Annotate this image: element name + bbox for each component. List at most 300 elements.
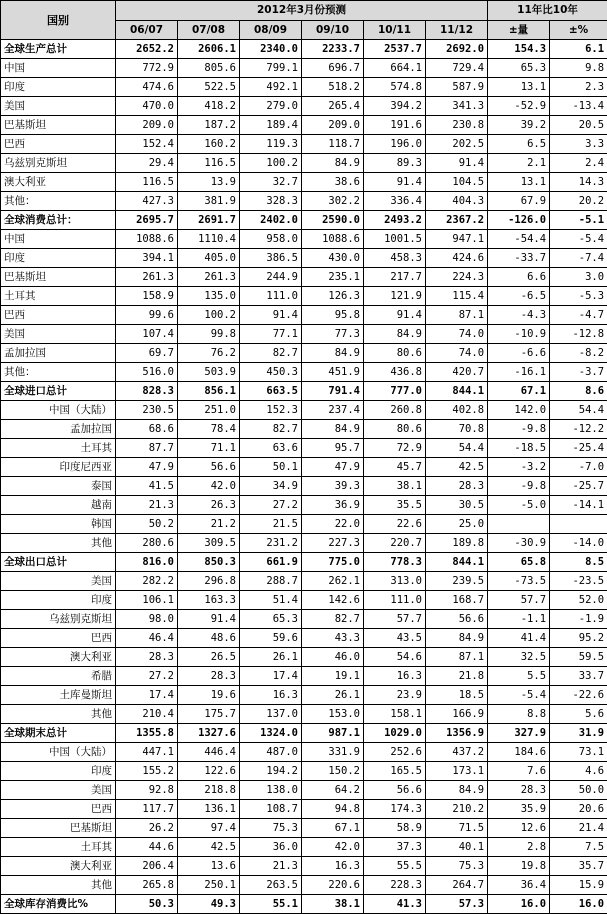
table-cell: 65.3 — [488, 59, 550, 78]
table-cell: 21.3 — [240, 857, 302, 876]
table-cell: 3.3 — [550, 135, 607, 154]
row-label: 其他 — [1, 876, 116, 895]
table-cell: 492.1 — [240, 78, 302, 97]
table-cell: 87.7 — [116, 439, 178, 458]
table-row — [1, 363, 607, 382]
table-cell: 138.0 — [240, 781, 302, 800]
table-row — [1, 192, 607, 211]
table-cell: 100.2 — [240, 154, 302, 173]
table-cell: 21.5 — [240, 515, 302, 534]
table-cell: 244.9 — [240, 268, 302, 287]
table-cell: 174.3 — [364, 800, 426, 819]
table-cell: 44.6 — [116, 838, 178, 857]
table-cell: 152.4 — [116, 135, 178, 154]
table-cell: 296.8 — [178, 572, 240, 591]
table-cell: 3.0 — [550, 268, 607, 287]
table-cell: 37.3 — [364, 838, 426, 857]
row-label: 印度尼西亚 — [1, 458, 116, 477]
table-cell: 15.9 — [550, 876, 607, 895]
table-row — [1, 59, 607, 78]
table-cell: 142.0 — [488, 401, 550, 420]
table-cell: 45.7 — [364, 458, 426, 477]
table-cell: 64.2 — [302, 781, 364, 800]
table-cell: 74.0 — [426, 325, 488, 344]
row-label: 孟加拉国 — [1, 420, 116, 439]
table-cell: -1.1 — [488, 610, 550, 629]
table-cell: 95.8 — [302, 306, 364, 325]
table-cell: 230.5 — [116, 401, 178, 420]
table-cell: 34.9 — [240, 477, 302, 496]
column-header: 06/07 — [116, 21, 178, 40]
table-cell: 71.1 — [178, 439, 240, 458]
table-cell: 394.2 — [364, 97, 426, 116]
table-cell: 107.4 — [116, 325, 178, 344]
row-label: 巴西 — [1, 629, 116, 648]
table-cell: 503.9 — [178, 363, 240, 382]
table-total-row — [1, 553, 607, 572]
table-cell: 252.6 — [364, 743, 426, 762]
table-row — [1, 439, 607, 458]
row-label: 全球期末总计 — [1, 724, 116, 743]
table-cell: 84.9 — [426, 781, 488, 800]
table-cell: 158.1 — [364, 705, 426, 724]
table-cell: 2.1 — [488, 154, 550, 173]
table-cell: 135.0 — [178, 287, 240, 306]
table-cell: 38.6 — [302, 173, 364, 192]
table-cell: 1355.8 — [116, 724, 178, 743]
row-label: 全球生产总计 — [1, 40, 116, 59]
table-cell: 49.3 — [178, 895, 240, 914]
table-row — [1, 496, 607, 515]
table-cell: 805.6 — [178, 59, 240, 78]
table-cell: -4.3 — [488, 306, 550, 325]
table-cell: 2695.7 — [116, 211, 178, 230]
table-cell: -10.9 — [488, 325, 550, 344]
table-cell: 26.1 — [240, 648, 302, 667]
table-cell: -1.9 — [550, 610, 607, 629]
table-row — [1, 705, 607, 724]
table-cell: 115.4 — [426, 287, 488, 306]
table-cell: 696.7 — [302, 59, 364, 78]
table-cell: 6.6 — [488, 268, 550, 287]
table-cell: 2.4 — [550, 154, 607, 173]
row-label: 全球出口总计 — [1, 553, 116, 572]
table-cell: 264.7 — [426, 876, 488, 895]
table-cell: 336.4 — [364, 192, 426, 211]
table-cell: 55.1 — [240, 895, 302, 914]
table-cell: 126.3 — [302, 287, 364, 306]
table-row — [1, 420, 607, 439]
table-cell: 75.3 — [426, 857, 488, 876]
table-cell: 160.2 — [178, 135, 240, 154]
table-cell: 58.9 — [364, 819, 426, 838]
table-row — [1, 591, 607, 610]
table-cell: 2590.0 — [302, 211, 364, 230]
table-cell: 38.1 — [302, 895, 364, 914]
table-cell: 40.1 — [426, 838, 488, 857]
table-cell: 14.3 — [550, 173, 607, 192]
table-cell: 104.5 — [426, 173, 488, 192]
table-cell: 13.1 — [488, 78, 550, 97]
table-row — [1, 876, 607, 895]
table-cell: 302.2 — [302, 192, 364, 211]
table-cell: 153.0 — [302, 705, 364, 724]
table-cell: 33.7 — [550, 667, 607, 686]
row-label: 其他 — [1, 705, 116, 724]
table-cell: -30.9 — [488, 534, 550, 553]
table-row — [1, 135, 607, 154]
table-cell: 30.5 — [426, 496, 488, 515]
table-cell: 158.9 — [116, 287, 178, 306]
table-cell: 404.3 — [426, 192, 488, 211]
table-cell: 664.1 — [364, 59, 426, 78]
table-cell: 772.9 — [116, 59, 178, 78]
table-cell — [488, 515, 550, 534]
table-cell: 775.0 — [302, 553, 364, 572]
table-cell: 28.3 — [178, 667, 240, 686]
table-cell: 65.3 — [240, 610, 302, 629]
table-cell: 7.6 — [488, 762, 550, 781]
table-cell: 778.3 — [364, 553, 426, 572]
row-label: 印度 — [1, 78, 116, 97]
table-cell: 87.1 — [426, 648, 488, 667]
row-label: 其他 — [1, 534, 116, 553]
table-cell: -14.1 — [550, 496, 607, 515]
table-cell: 587.9 — [426, 78, 488, 97]
table-cell: 405.0 — [178, 249, 240, 268]
table-cell: 78.4 — [178, 420, 240, 439]
table-row — [1, 78, 607, 97]
table-cell: 91.4 — [178, 610, 240, 629]
table-cell: -54.4 — [488, 230, 550, 249]
table-cell: 661.9 — [240, 553, 302, 572]
table-cell: 32.7 — [240, 173, 302, 192]
table-cell: 1001.5 — [364, 230, 426, 249]
table-cell: 27.2 — [116, 667, 178, 686]
table-cell: 474.6 — [116, 78, 178, 97]
table-cell: 89.3 — [364, 154, 426, 173]
table-cell: 2402.0 — [240, 211, 302, 230]
table-cell: 1110.4 — [178, 230, 240, 249]
table-cell: 2.3 — [550, 78, 607, 97]
table-total-row — [1, 724, 607, 743]
table-row — [1, 268, 607, 287]
table-cell: -16.1 — [488, 363, 550, 382]
table-cell: 28.3 — [488, 781, 550, 800]
table-cell: 47.9 — [116, 458, 178, 477]
table-cell: 67.1 — [302, 819, 364, 838]
table-cell: 309.5 — [178, 534, 240, 553]
table-cell: -5.3 — [550, 287, 607, 306]
table-cell: 57.7 — [488, 591, 550, 610]
table-cell: 19.8 — [488, 857, 550, 876]
table-cell: -126.0 — [488, 211, 550, 230]
table-cell: 729.4 — [426, 59, 488, 78]
table-cell: 451.9 — [302, 363, 364, 382]
table-cell: 119.3 — [240, 135, 302, 154]
table-cell: 261.3 — [116, 268, 178, 287]
table-cell: -7.4 — [550, 249, 607, 268]
table-cell: 470.0 — [116, 97, 178, 116]
table-total-row — [1, 40, 607, 59]
table-cell: 97.4 — [178, 819, 240, 838]
table-cell: 42.5 — [426, 458, 488, 477]
row-label: 巴基斯坦 — [1, 819, 116, 838]
table-cell: 13.9 — [178, 173, 240, 192]
table-cell: 54.4 — [550, 401, 607, 420]
table-cell: 12.6 — [488, 819, 550, 838]
row-label: 中国（大陆） — [1, 743, 116, 762]
table-cell: 42.5 — [178, 838, 240, 857]
table-cell: 70.8 — [426, 420, 488, 439]
table-cell: 23.9 — [364, 686, 426, 705]
table-cell: 74.0 — [426, 344, 488, 363]
table-cell: 263.5 — [240, 876, 302, 895]
row-label: 澳大利亚 — [1, 857, 116, 876]
table-cell: 77.3 — [302, 325, 364, 344]
table-cell: 92.8 — [116, 781, 178, 800]
table-cell: 1327.6 — [178, 724, 240, 743]
table-cell: 163.3 — [178, 591, 240, 610]
table-cell: 67.9 — [488, 192, 550, 211]
table-cell: -9.8 — [488, 420, 550, 439]
table-cell — [550, 515, 607, 534]
table-cell: 446.4 — [178, 743, 240, 762]
table-cell: 99.6 — [116, 306, 178, 325]
table-cell: 436.8 — [364, 363, 426, 382]
table-cell: -12.8 — [550, 325, 607, 344]
table-cell: 57.3 — [426, 895, 488, 914]
table-cell: 48.6 — [178, 629, 240, 648]
table-cell: 20.2 — [550, 192, 607, 211]
table-cell: 41.4 — [488, 629, 550, 648]
table-cell: 76.2 — [178, 344, 240, 363]
row-label: 乌兹别克斯坦 — [1, 154, 116, 173]
table-cell: 35.9 — [488, 800, 550, 819]
table-cell: -23.5 — [550, 572, 607, 591]
table-row — [1, 116, 607, 135]
row-label: 巴基斯坦 — [1, 268, 116, 287]
table-cell: 418.2 — [178, 97, 240, 116]
table-cell: 386.5 — [240, 249, 302, 268]
table-cell: 947.1 — [426, 230, 488, 249]
table-cell: -33.7 — [488, 249, 550, 268]
table-cell: 95.2 — [550, 629, 607, 648]
table-cell: 91.4 — [240, 306, 302, 325]
row-label: 印度 — [1, 591, 116, 610]
table-cell: 91.4 — [364, 306, 426, 325]
row-label: 印度 — [1, 762, 116, 781]
table-cell: 54.6 — [364, 648, 426, 667]
table-cell: 522.5 — [178, 78, 240, 97]
table-total-row — [1, 382, 607, 401]
table-cell: 50.0 — [550, 781, 607, 800]
table-cell: 137.0 — [240, 705, 302, 724]
row-label: 印度 — [1, 249, 116, 268]
table-cell: 43.3 — [302, 629, 364, 648]
row-label: 中国 — [1, 59, 116, 78]
table-cell: 42.0 — [178, 477, 240, 496]
table-row — [1, 838, 607, 857]
table-cell: 184.6 — [488, 743, 550, 762]
table-cell: 265.4 — [302, 97, 364, 116]
column-header: 11/12 — [426, 21, 488, 40]
table-cell: -13.4 — [550, 97, 607, 116]
table-cell: 210.4 — [116, 705, 178, 724]
table-row — [1, 781, 607, 800]
table-cell: -3.7 — [550, 363, 607, 382]
table-cell: 47.9 — [302, 458, 364, 477]
table-cell: 230.8 — [426, 116, 488, 135]
table-cell: 99.8 — [178, 325, 240, 344]
table-row — [1, 667, 607, 686]
table-cell: 828.3 — [116, 382, 178, 401]
table-cell: 21.4 — [550, 819, 607, 838]
forecast-group-header: 2012年3月份预测 — [116, 1, 488, 21]
table-cell: 574.8 — [364, 78, 426, 97]
table-cell: 250.1 — [178, 876, 240, 895]
table-cell: 111.0 — [240, 287, 302, 306]
table-cell: 36.0 — [240, 838, 302, 857]
table-cell: 196.0 — [364, 135, 426, 154]
table-cell: 28.3 — [426, 477, 488, 496]
table-row — [1, 154, 607, 173]
table-cell: 2340.0 — [240, 40, 302, 59]
table-cell: 59.6 — [240, 629, 302, 648]
table-cell: 381.9 — [178, 192, 240, 211]
column-header: ±% — [550, 21, 607, 40]
table-cell: 82.7 — [302, 610, 364, 629]
table-cell: 16.3 — [302, 857, 364, 876]
table-cell: 191.6 — [364, 116, 426, 135]
table-cell: 402.8 — [426, 401, 488, 420]
table-cell: 108.7 — [240, 800, 302, 819]
table-cell: 518.2 — [302, 78, 364, 97]
table-cell: 116.5 — [178, 154, 240, 173]
table-cell: 20.6 — [550, 800, 607, 819]
table-cell: 19.1 — [302, 667, 364, 686]
table-cell: 21.2 — [178, 515, 240, 534]
table-cell: 218.8 — [178, 781, 240, 800]
table-cell: 26.1 — [302, 686, 364, 705]
table-cell: 16.3 — [364, 667, 426, 686]
table-cell: 341.3 — [426, 97, 488, 116]
table-cell: 19.6 — [178, 686, 240, 705]
row-label: 其他： — [1, 363, 116, 382]
table-cell: 55.5 — [364, 857, 426, 876]
table-cell: 122.6 — [178, 762, 240, 781]
table-cell: 2606.1 — [178, 40, 240, 59]
row-label: 美国 — [1, 325, 116, 344]
table-cell: 2691.7 — [178, 211, 240, 230]
table-cell: 209.0 — [302, 116, 364, 135]
table-cell: 175.7 — [178, 705, 240, 724]
table-cell: 394.1 — [116, 249, 178, 268]
table-cell: 424.6 — [426, 249, 488, 268]
table-cell: 80.6 — [364, 420, 426, 439]
row-label: 中国 — [1, 230, 116, 249]
table-cell: -14.0 — [550, 534, 607, 553]
table-cell: 217.7 — [364, 268, 426, 287]
table-cell: 73.1 — [550, 743, 607, 762]
table-cell: 17.4 — [116, 686, 178, 705]
table-cell: -6.6 — [488, 344, 550, 363]
table-cell: 136.1 — [178, 800, 240, 819]
table-cell: 59.5 — [550, 648, 607, 667]
table-row — [1, 610, 607, 629]
table-cell: 13.1 — [488, 173, 550, 192]
table-cell: -5.4 — [488, 686, 550, 705]
table-cell: 791.4 — [302, 382, 364, 401]
row-label: 全球库存消费比% — [1, 895, 116, 914]
table-cell: 71.5 — [426, 819, 488, 838]
table-cell: -8.2 — [550, 344, 607, 363]
table-cell: 68.6 — [116, 420, 178, 439]
row-label: 土耳其 — [1, 439, 116, 458]
table-cell: 816.0 — [116, 553, 178, 572]
table-cell: 165.5 — [364, 762, 426, 781]
table-cell: 777.0 — [364, 382, 426, 401]
table-cell: 91.4 — [426, 154, 488, 173]
table-cell: 282.2 — [116, 572, 178, 591]
row-label: 全球进口总计 — [1, 382, 116, 401]
row-label: 中国（大陆） — [1, 401, 116, 420]
table-cell: 331.9 — [302, 743, 364, 762]
table-total-row — [1, 211, 607, 230]
table-cell: -5.4 — [550, 230, 607, 249]
table-cell: -9.8 — [488, 477, 550, 496]
table-cell: 663.5 — [240, 382, 302, 401]
table-cell: 21.3 — [116, 496, 178, 515]
table-cell: 173.1 — [426, 762, 488, 781]
table-cell: 13.6 — [178, 857, 240, 876]
table-cell: 458.3 — [364, 249, 426, 268]
table-cell: 80.6 — [364, 344, 426, 363]
table-cell: 450.3 — [240, 363, 302, 382]
row-label: 孟加拉国 — [1, 344, 116, 363]
table-total-row — [1, 895, 607, 914]
table-cell: 850.3 — [178, 553, 240, 572]
table-cell: -22.6 — [550, 686, 607, 705]
table-body — [1, 40, 607, 914]
table-cell: -5.0 — [488, 496, 550, 515]
table-cell: 8.8 — [488, 705, 550, 724]
table-row — [1, 306, 607, 325]
table-row — [1, 249, 607, 268]
table-cell: 447.1 — [116, 743, 178, 762]
table-cell: -25.7 — [550, 477, 607, 496]
table-cell: 75.3 — [240, 819, 302, 838]
table-cell: 20.5 — [550, 116, 607, 135]
table-cell: 50.3 — [116, 895, 178, 914]
table-cell: 189.8 — [426, 534, 488, 553]
table-cell: 280.6 — [116, 534, 178, 553]
table-cell: 69.7 — [116, 344, 178, 363]
row-label: 泰国 — [1, 477, 116, 496]
table-cell: -7.0 — [550, 458, 607, 477]
table-cell: 118.7 — [302, 135, 364, 154]
table-cell: 84.9 — [302, 420, 364, 439]
table-cell: 56.6 — [178, 458, 240, 477]
table-cell: 420.7 — [426, 363, 488, 382]
table-cell: 799.1 — [240, 59, 302, 78]
row-label: 土耳其 — [1, 838, 116, 857]
table-cell: 31.9 — [550, 724, 607, 743]
table-row — [1, 762, 607, 781]
table-cell: 121.9 — [364, 287, 426, 306]
table-cell: 251.0 — [178, 401, 240, 420]
table-cell: 2692.0 — [426, 40, 488, 59]
